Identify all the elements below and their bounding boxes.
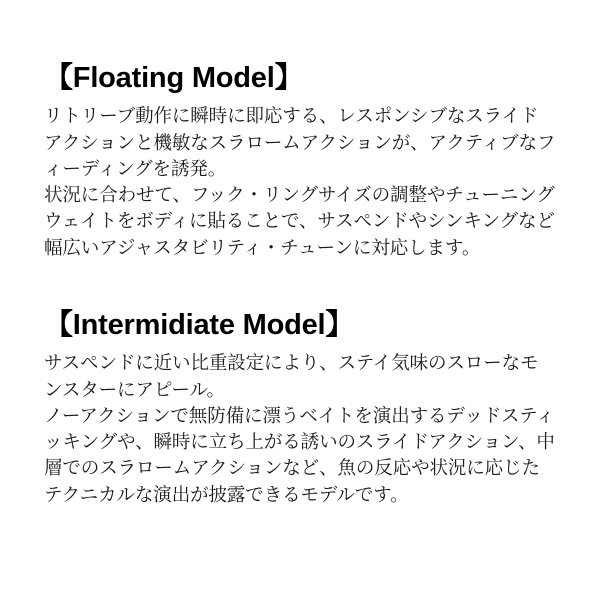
body-text-floating-model: [44, 103, 556, 261]
section-intermidiate-model: [44, 309, 556, 508]
paragraph: サスペンドに近い比重設定により、ステイ気味のスローなモンスターにアピール。: [44, 352, 539, 400]
section-floating-model: [44, 62, 556, 261]
paragraph: リトリーブ動作に瞬時に即応する、レスポンシブなスライドアクションと機敏なスラロームアクションが、アクティブなフィーディングを誘発。: [44, 105, 556, 179]
page-title-intermidiate-model: 【Intermidiate Model】: [44, 308, 355, 341]
paragraph: ノーアクションで無防備に漂うベイトを演出するデッドスティッキングや、瞬時に立ち上がる誘いのスライドアクション、中層でのスラロームアクションなど、魚の反応や状況に応じたテクニカルな演出が披露できるモデルです。: [44, 404, 555, 505]
page-title-floating-model: 【Floating Model】: [44, 62, 304, 94]
paragraph: 状況に合わせて、フック・リングサイズの調整やチューニングウェイトをボディに貼ることで、サスペンドやシンキングなど幅広いアジャスタビリティ・チューンに対応します。: [44, 184, 555, 258]
body-text-intermidiate-model: [44, 350, 556, 508]
